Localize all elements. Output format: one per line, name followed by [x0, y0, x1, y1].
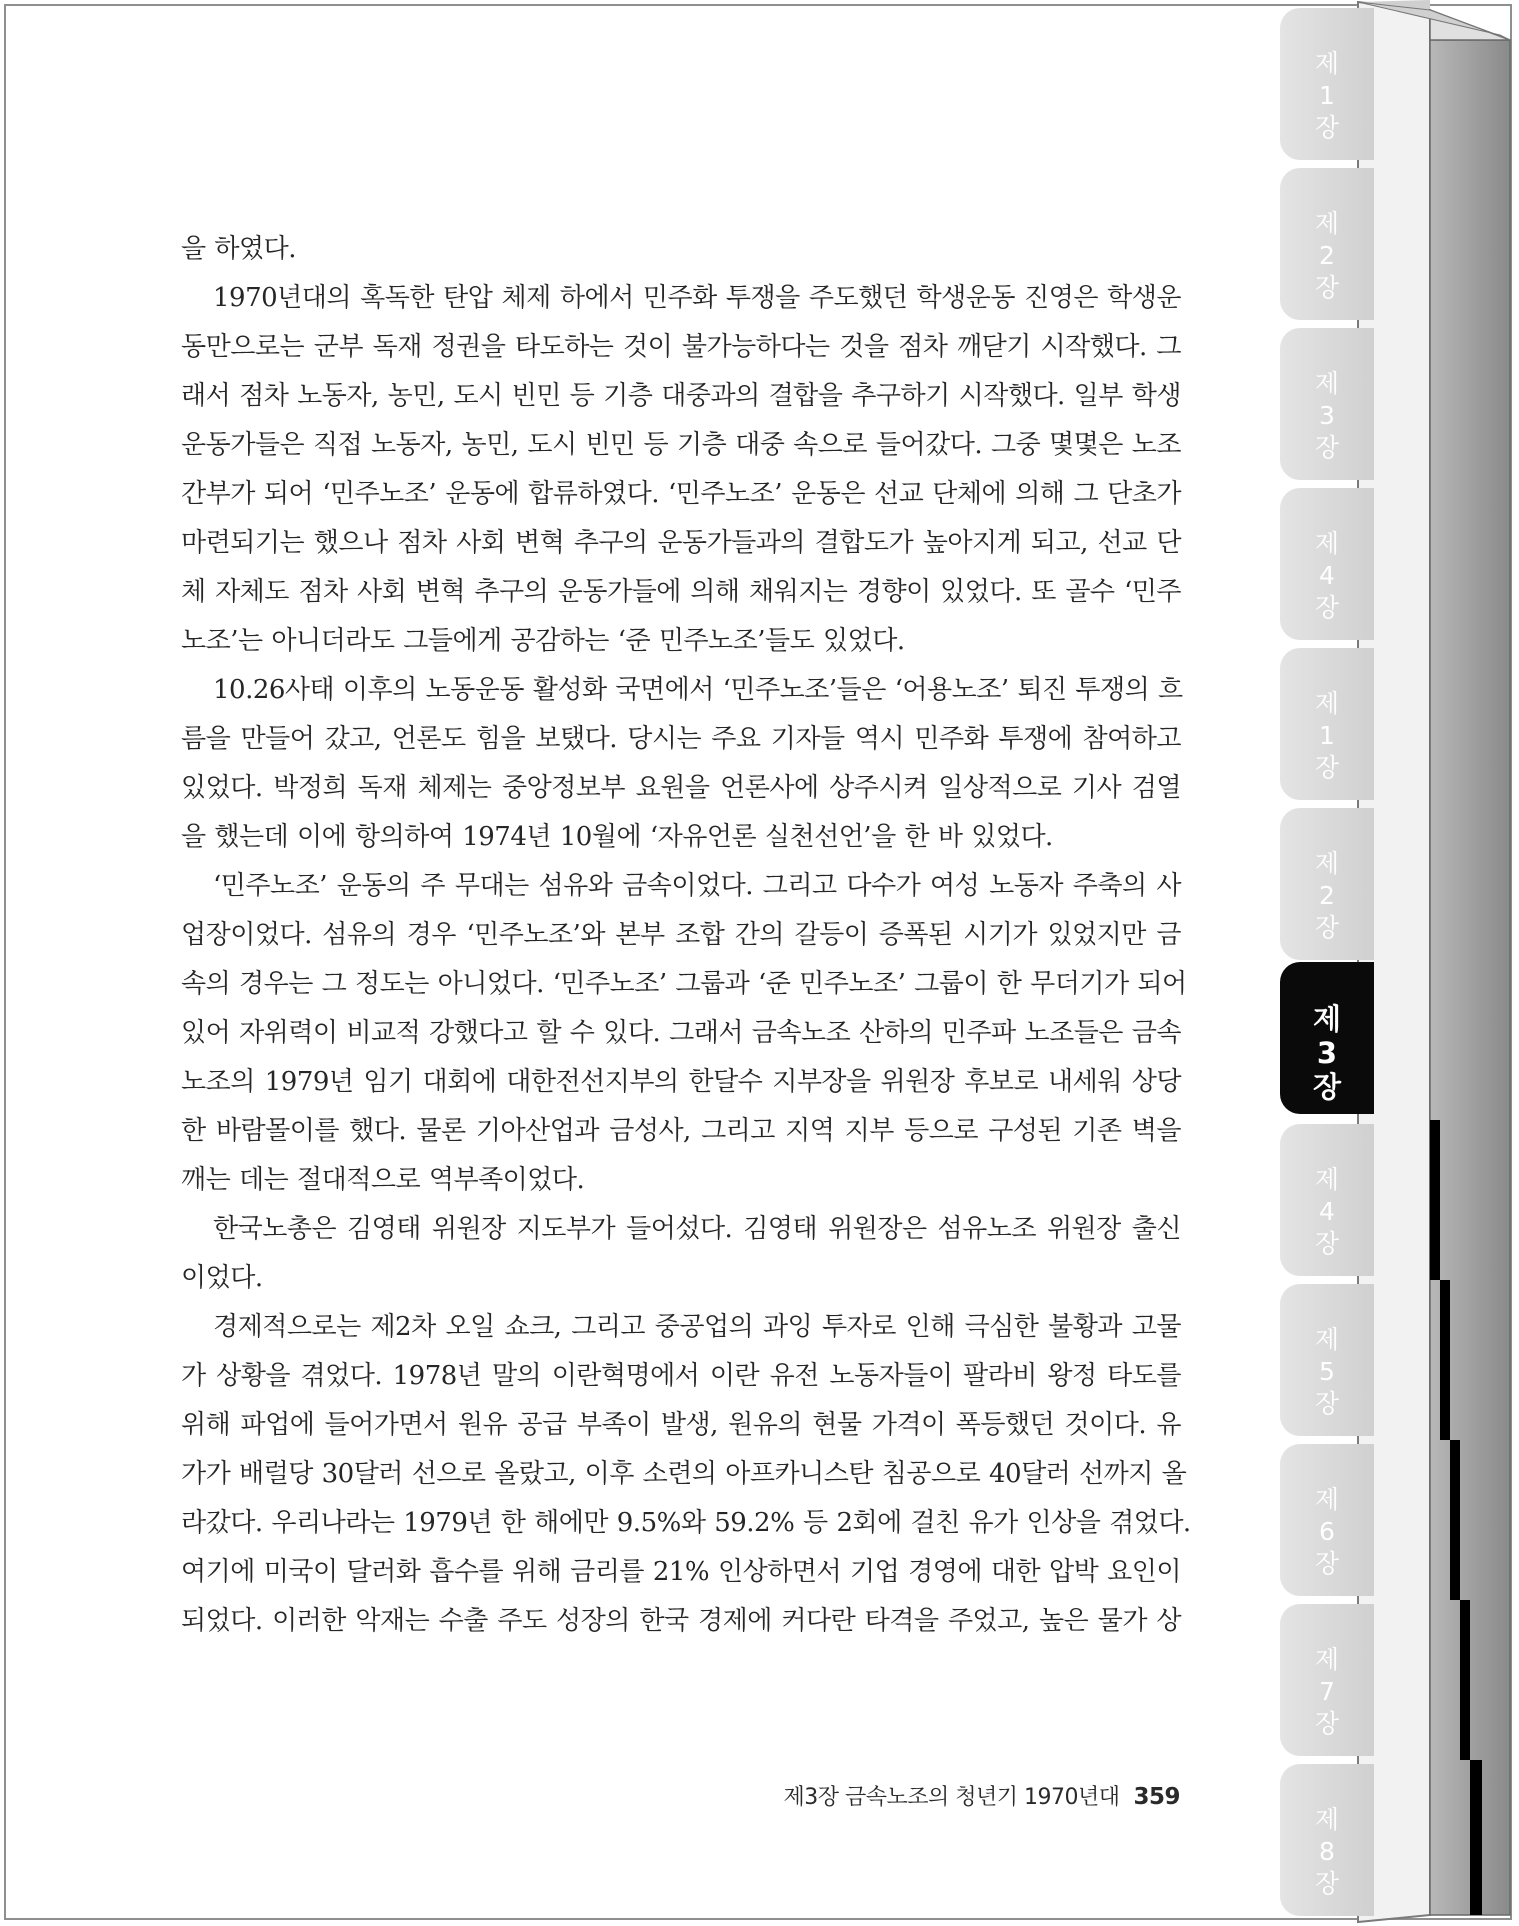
text-line: 운동가들은 직접 노동자, 농민, 도시 빈민 등 기층 대중 속으로 들어갔다. 그중 몇몇은 노조: [181, 430, 1181, 460]
tab-prefix: 제: [1314, 49, 1340, 78]
chapter-tab[interactable]: [1280, 1124, 1374, 1276]
running-chapter-title: 제3장 금속노조의 청년기 1970년대: [783, 1785, 1120, 1810]
text-line: 한 바람몰이를 했다. 물론 기아산업과 금성사, 그리고 지역 지부 등으로 구성된 기존 벽을: [181, 1116, 1181, 1146]
text-line: ‘민주노조’ 운동의 주 무대는 섬유와 금속이었다. 그리고 다수가 여성 노동자 주축의 사: [213, 871, 1181, 901]
chapter-tab[interactable]: [1280, 1764, 1374, 1916]
text-line: 한국노총은 김영태 위원장 지도부가 들어섰다. 김영태 위원장은 섬유노조 위원장 출신: [213, 1214, 1181, 1244]
tab-suffix: 장: [1314, 753, 1340, 782]
tab-prefix: 제: [1314, 849, 1340, 878]
chapter-tab[interactable]: [1280, 1284, 1374, 1436]
chapter-tab[interactable]: [1280, 648, 1374, 800]
tab-prefix: 제: [1314, 1165, 1340, 1194]
tab-suffix: 장: [1314, 1549, 1340, 1578]
tab-number: 8: [1319, 1837, 1335, 1866]
tab-number: 1: [1319, 721, 1335, 750]
text-line: 가가 배럴당 30달러 선으로 올랐고, 이후 소련의 아프카니스탄 침공으로 40달러 선까지 올: [181, 1459, 1187, 1489]
tab-suffix: 장: [1314, 433, 1340, 462]
chapter-tab[interactable]: [1280, 1604, 1374, 1756]
text-line: 체 자체도 점차 사회 변혁 추구의 운동가들에 의해 채워지는 경향이 있었다. 또 골수 ‘민주: [181, 577, 1181, 607]
tab-number: 5: [1319, 1357, 1335, 1386]
tab-prefix: 제: [1314, 1325, 1340, 1354]
tab-number: 4: [1319, 1197, 1335, 1226]
text-line: 을 하였다.: [181, 234, 296, 264]
chapter-tab[interactable]: [1280, 8, 1374, 160]
text-line: 가 상황을 겪었다. 1978년 말의 이란혁명에서 이란 유전 노동자들이 팔라비 왕정 타도를: [181, 1361, 1181, 1391]
tab-number: 1: [1319, 81, 1335, 110]
text-line: 업장이었다. 섬유의 경우 ‘민주노조’와 본부 조합 간의 갈등이 증폭된 시기가 있었지만 금: [181, 920, 1181, 950]
text-line: 있어 자위력이 비교적 강했다고 할 수 있다. 그래서 금속노조 산하의 민주파 노조들은 금속: [181, 1018, 1181, 1048]
tab-prefix: 제: [1314, 1645, 1340, 1674]
chapter-tab[interactable]: [1280, 488, 1374, 640]
tab-suffix: 장: [1312, 1070, 1341, 1104]
tab-prefix: 제: [1312, 1002, 1341, 1036]
chapter-tab[interactable]: [1280, 328, 1374, 480]
chapter-tab[interactable]: [1280, 808, 1374, 960]
chapter-tab[interactable]: [1280, 168, 1374, 320]
text-line: 마련되기는 했으나 점차 사회 변혁 추구의 운동가들과의 결합도가 높아지게 되고, 선교 단: [181, 528, 1181, 558]
text-line: 이었다.: [181, 1263, 263, 1293]
tab-number: 3: [1316, 1036, 1338, 1070]
chapter-tab-active[interactable]: [1280, 962, 1374, 1114]
text-line: 깨는 데는 절대적으로 역부족이었다.: [181, 1165, 585, 1195]
tab-prefix: 제: [1314, 369, 1340, 398]
tab-suffix: 장: [1314, 593, 1340, 622]
text-line: 위해 파업에 들어가면서 원유 공급 부족이 발생, 원유의 현물 가격이 폭등했던 것이다. 유: [181, 1410, 1181, 1440]
text-line: 노조’는 아니더라도 그들에게 공감하는 ‘준 민주노조’들도 있었다.: [181, 626, 905, 656]
tab-number: 6: [1319, 1517, 1335, 1546]
tab-prefix: 제: [1314, 689, 1340, 718]
text-line: 을 했는데 이에 항의하여 1974년 10월에 ‘자유언론 실천선언’을 한 바 있었다.: [181, 822, 1053, 852]
text-line: 1970년대의 혹독한 탄압 체제 하에서 민주화 투쟁을 주도했던 학생운동 진영은 학생운: [213, 283, 1181, 313]
tab-prefix: 제: [1314, 1485, 1340, 1514]
tab-suffix: 장: [1314, 113, 1340, 142]
text-line: 되었다. 이러한 악재는 수출 주도 성장의 한국 경제에 커다란 타격을 주었고, 높은 물가 상: [181, 1606, 1181, 1636]
body-text: [181, 225, 1191, 1646]
tab-number: 7: [1319, 1677, 1335, 1706]
tab-suffix: 장: [1314, 1389, 1340, 1418]
text-line: 10.26사태 이후의 노동운동 활성화 국면에서 ‘민주노조’들은 ‘어용노조’ 퇴진 투쟁의 흐: [213, 675, 1183, 705]
text-line: 간부가 되어 ‘민주노조’ 운동에 합류하였다. ‘민주노조’ 운동은 선교 단체에 의해 그 단초가: [181, 479, 1181, 509]
tab-number: 2: [1319, 881, 1335, 910]
text-line: 라갔다. 우리나라는 1979년 한 해에만 9.5%와 59.2% 등 2회에 걸친 유가 인상을 겪었다.: [181, 1508, 1191, 1538]
tab-suffix: 장: [1314, 1709, 1340, 1738]
tab-number: 4: [1319, 561, 1335, 590]
text-line: 동만으로는 군부 독재 정권을 타도하는 것이 불가능하다는 것을 점차 깨닫기 시작했다. 그: [181, 332, 1181, 362]
tab-number: 2: [1319, 241, 1335, 270]
tab-suffix: 장: [1314, 1869, 1340, 1898]
tab-suffix: 장: [1314, 1229, 1340, 1258]
text-line: 름을 만들어 갔고, 언론도 힘을 보탰다. 당시는 주요 기자들 역시 민주화 투쟁에 참여하고: [181, 724, 1181, 754]
tab-prefix: 제: [1314, 1805, 1340, 1834]
tab-suffix: 장: [1314, 913, 1340, 942]
text-line: 속의 경우는 그 정도는 아니었다. ‘민주노조’ 그룹과 ‘준 민주노조’ 그룹이 한 무더기가 되어: [181, 969, 1187, 999]
tab-prefix: 제: [1314, 209, 1340, 238]
text-line: 경제적으로는 제2차 오일 쇼크, 그리고 중공업의 과잉 투자로 인해 극심한 불황과 고물: [213, 1312, 1181, 1342]
tab-number: 3: [1319, 401, 1335, 430]
text-line: 래서 점차 노동자, 농민, 도시 빈민 등 기층 대중과의 결합을 추구하기 시작했다. 일부 학생: [181, 381, 1181, 411]
tab-prefix: 제: [1314, 529, 1340, 558]
text-line: 노조의 1979년 임기 대회에 대한전선지부의 한달수 지부장을 위원장 후보로 내세워 상당: [181, 1067, 1181, 1097]
page-footer: [780, 1780, 1180, 1811]
tab-suffix: 장: [1314, 273, 1340, 302]
text-line: 있었다. 박정희 독재 체제는 중앙정보부 요원을 언론사에 상주시켜 일상적으로 기사 검열: [181, 773, 1181, 803]
text-line: 여기에 미국이 달러화 흡수를 위해 금리를 21% 인상하면서 기업 경영에 대한 압박 요인이: [181, 1557, 1181, 1587]
page-number: 359: [1133, 1784, 1180, 1810]
chapter-tab[interactable]: [1280, 1444, 1374, 1596]
book-page-edges: [1350, 0, 1519, 1926]
